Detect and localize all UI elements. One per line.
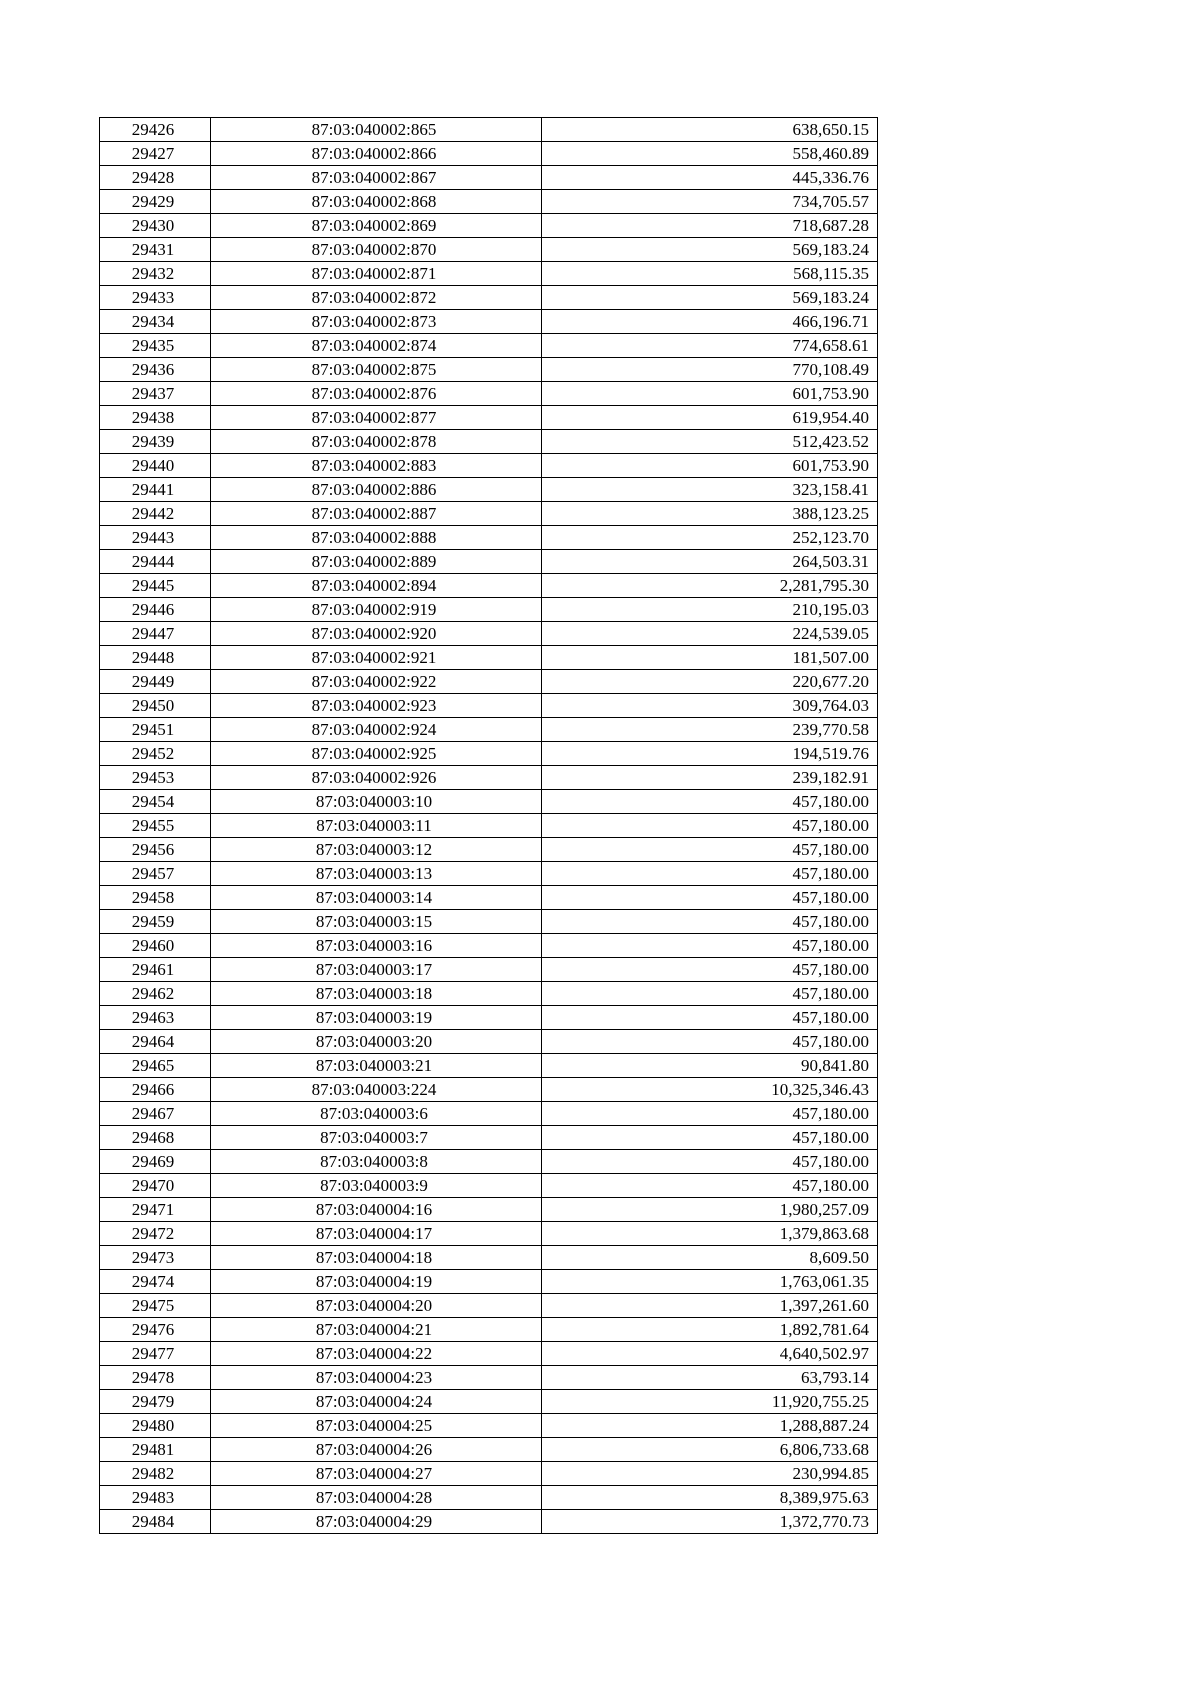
cadastral-value-cell: 770,108.49 [542, 358, 878, 382]
row-number-cell: 29445 [100, 574, 211, 598]
table-body [100, 118, 878, 1534]
table-row [100, 1222, 878, 1246]
cadastral-value-cell: 264,503.31 [542, 550, 878, 574]
row-number-cell: 29444 [100, 550, 211, 574]
cadastral-number-cell: 87:03:040002:920 [211, 622, 542, 646]
row-number-cell: 29469 [100, 1150, 211, 1174]
row-number-cell: 29438 [100, 406, 211, 430]
table-row [100, 118, 878, 142]
cadastral-value-cell: 10,325,346.43 [542, 1078, 878, 1102]
cadastral-value-cell: 718,687.28 [542, 214, 878, 238]
cadastral-value-cell: 457,180.00 [542, 838, 878, 862]
cadastral-value-cell: 457,180.00 [542, 1006, 878, 1030]
table-row [100, 646, 878, 670]
cadastral-number-cell: 87:03:040004:24 [211, 1390, 542, 1414]
table-row [100, 934, 878, 958]
table-row [100, 1486, 878, 1510]
cadastral-number-cell: 87:03:040003:19 [211, 1006, 542, 1030]
table-row [100, 286, 878, 310]
table-row [100, 670, 878, 694]
cadastral-value-cell: 457,180.00 [542, 1102, 878, 1126]
cadastral-value-cell: 210,195.03 [542, 598, 878, 622]
row-number-cell: 29442 [100, 502, 211, 526]
cadastral-number-cell: 87:03:040002:865 [211, 118, 542, 142]
cadastral-number-cell: 87:03:040004:26 [211, 1438, 542, 1462]
row-number-cell: 29457 [100, 862, 211, 886]
cadastral-value-cell: 457,180.00 [542, 958, 878, 982]
cadastral-number-cell: 87:03:040003:13 [211, 862, 542, 886]
cadastral-number-cell: 87:03:040002:919 [211, 598, 542, 622]
cadastral-value-cell: 457,180.00 [542, 1030, 878, 1054]
table-row [100, 382, 878, 406]
cadastral-number-cell: 87:03:040002:871 [211, 262, 542, 286]
cadastral-number-cell: 87:03:040002:868 [211, 190, 542, 214]
table-row [100, 790, 878, 814]
cadastral-number-cell: 87:03:040004:19 [211, 1270, 542, 1294]
cadastral-value-cell: 1,892,781.64 [542, 1318, 878, 1342]
cadastral-value-cell: 239,182.91 [542, 766, 878, 790]
cadastral-number-cell: 87:03:040003:9 [211, 1174, 542, 1198]
table-row [100, 1246, 878, 1270]
cadastral-value-cell: 638,650.15 [542, 118, 878, 142]
row-number-cell: 29450 [100, 694, 211, 718]
cadastral-value-cell: 6,806,733.68 [542, 1438, 878, 1462]
row-number-cell: 29467 [100, 1102, 211, 1126]
row-number-cell: 29474 [100, 1270, 211, 1294]
cadastral-value-cell: 457,180.00 [542, 982, 878, 1006]
cadastral-number-cell: 87:03:040003:8 [211, 1150, 542, 1174]
table-row [100, 1054, 878, 1078]
cadastral-value-cell: 558,460.89 [542, 142, 878, 166]
cadastral-value-cell: 457,180.00 [542, 1174, 878, 1198]
table-row [100, 1102, 878, 1126]
row-number-cell: 29484 [100, 1510, 211, 1534]
row-number-cell: 29470 [100, 1174, 211, 1198]
table-row [100, 982, 878, 1006]
cadastral-value-cell: 4,640,502.97 [542, 1342, 878, 1366]
table-row [100, 766, 878, 790]
table-row [100, 814, 878, 838]
table-row [100, 574, 878, 598]
table-row [100, 598, 878, 622]
cadastral-value-cell: 194,519.76 [542, 742, 878, 766]
table-row [100, 622, 878, 646]
row-number-cell: 29454 [100, 790, 211, 814]
table-row [100, 838, 878, 862]
cadastral-value-cell: 1,379,863.68 [542, 1222, 878, 1246]
row-number-cell: 29434 [100, 310, 211, 334]
table-row [100, 358, 878, 382]
cadastral-number-cell: 87:03:040004:18 [211, 1246, 542, 1270]
cadastral-number-cell: 87:03:040003:17 [211, 958, 542, 982]
row-number-cell: 29473 [100, 1246, 211, 1270]
cadastral-number-cell: 87:03:040003:18 [211, 982, 542, 1006]
row-number-cell: 29471 [100, 1198, 211, 1222]
cadastral-number-cell: 87:03:040002:876 [211, 382, 542, 406]
cadastral-number-cell: 87:03:040002:878 [211, 430, 542, 454]
row-number-cell: 29440 [100, 454, 211, 478]
cadastral-value-cell: 457,180.00 [542, 1150, 878, 1174]
cadastral-number-cell: 87:03:040002:869 [211, 214, 542, 238]
cadastral-number-cell: 87:03:040003:15 [211, 910, 542, 934]
row-number-cell: 29432 [100, 262, 211, 286]
cadastral-value-cell: 774,658.61 [542, 334, 878, 358]
cadastral-number-cell: 87:03:040002:883 [211, 454, 542, 478]
cadastral-value-cell: 568,115.35 [542, 262, 878, 286]
cadastral-value-cell: 457,180.00 [542, 910, 878, 934]
cadastral-number-cell: 87:03:040002:889 [211, 550, 542, 574]
row-number-cell: 29476 [100, 1318, 211, 1342]
row-number-cell: 29466 [100, 1078, 211, 1102]
cadastral-value-cell: 601,753.90 [542, 454, 878, 478]
cadastral-number-cell: 87:03:040002:877 [211, 406, 542, 430]
cadastral-number-cell: 87:03:040004:17 [211, 1222, 542, 1246]
table-row [100, 262, 878, 286]
cadastral-value-cell: 323,158.41 [542, 478, 878, 502]
cadastral-number-cell: 87:03:040004:21 [211, 1318, 542, 1342]
cadastral-value-cell: 220,677.20 [542, 670, 878, 694]
row-number-cell: 29462 [100, 982, 211, 1006]
cadastral-number-cell: 87:03:040003:12 [211, 838, 542, 862]
cadastral-value-cell: 252,123.70 [542, 526, 878, 550]
table-row [100, 502, 878, 526]
row-number-cell: 29482 [100, 1462, 211, 1486]
row-number-cell: 29463 [100, 1006, 211, 1030]
row-number-cell: 29448 [100, 646, 211, 670]
cadastral-value-cell: 1,288,887.24 [542, 1414, 878, 1438]
row-number-cell: 29428 [100, 166, 211, 190]
cadastral-number-cell: 87:03:040003:7 [211, 1126, 542, 1150]
table-row [100, 1174, 878, 1198]
row-number-cell: 29430 [100, 214, 211, 238]
row-number-cell: 29443 [100, 526, 211, 550]
cadastral-number-cell: 87:03:040004:27 [211, 1462, 542, 1486]
cadastral-number-cell: 87:03:040003:11 [211, 814, 542, 838]
row-number-cell: 29481 [100, 1438, 211, 1462]
row-number-cell: 29477 [100, 1342, 211, 1366]
table-row [100, 1510, 878, 1534]
table-row [100, 310, 878, 334]
row-number-cell: 29447 [100, 622, 211, 646]
cadastral-value-cell: 1,763,061.35 [542, 1270, 878, 1294]
cadastral-number-cell: 87:03:040002:866 [211, 142, 542, 166]
row-number-cell: 29451 [100, 718, 211, 742]
cadastral-value-cell: 239,770.58 [542, 718, 878, 742]
cadastral-number-cell: 87:03:040002:873 [211, 310, 542, 334]
cadastral-value-cell: 569,183.24 [542, 238, 878, 262]
cadastral-number-cell: 87:03:040003:16 [211, 934, 542, 958]
cadastral-value-cell: 90,841.80 [542, 1054, 878, 1078]
table-row [100, 478, 878, 502]
cadastral-number-cell: 87:03:040002:925 [211, 742, 542, 766]
cadastral-number-cell: 87:03:040004:23 [211, 1366, 542, 1390]
row-number-cell: 29459 [100, 910, 211, 934]
cadastral-value-cell: 8,609.50 [542, 1246, 878, 1270]
cadastral-number-cell: 87:03:040002:894 [211, 574, 542, 598]
cadastral-number-cell: 87:03:040002:872 [211, 286, 542, 310]
table-row [100, 1198, 878, 1222]
table-row [100, 1030, 878, 1054]
row-number-cell: 29429 [100, 190, 211, 214]
cadastral-value-cell: 1,397,261.60 [542, 1294, 878, 1318]
table-row [100, 1438, 878, 1462]
cadastral-number-cell: 87:03:040003:21 [211, 1054, 542, 1078]
row-number-cell: 29431 [100, 238, 211, 262]
row-number-cell: 29436 [100, 358, 211, 382]
row-number-cell: 29452 [100, 742, 211, 766]
cadastral-value-cell: 309,764.03 [542, 694, 878, 718]
row-number-cell: 29446 [100, 598, 211, 622]
cadastral-value-cell: 457,180.00 [542, 934, 878, 958]
table-row [100, 1366, 878, 1390]
cadastral-number-cell: 87:03:040003:6 [211, 1102, 542, 1126]
table-row [100, 1126, 878, 1150]
cadastral-number-cell: 87:03:040003:10 [211, 790, 542, 814]
cadastral-number-cell: 87:03:040004:28 [211, 1486, 542, 1510]
cadastral-value-cell: 1,980,257.09 [542, 1198, 878, 1222]
table-row [100, 526, 878, 550]
cadastral-number-cell: 87:03:040002:924 [211, 718, 542, 742]
cadastral-value-cell: 734,705.57 [542, 190, 878, 214]
cadastral-value-cell: 457,180.00 [542, 790, 878, 814]
cadastral-number-cell: 87:03:040002:922 [211, 670, 542, 694]
row-number-cell: 29439 [100, 430, 211, 454]
cadastral-value-table [99, 117, 878, 1534]
table-row [100, 1294, 878, 1318]
cadastral-number-cell: 87:03:040003:14 [211, 886, 542, 910]
cadastral-value-cell: 1,372,770.73 [542, 1510, 878, 1534]
row-number-cell: 29483 [100, 1486, 211, 1510]
table-row [100, 694, 878, 718]
cadastral-value-cell: 512,423.52 [542, 430, 878, 454]
cadastral-number-cell: 87:03:040003:20 [211, 1030, 542, 1054]
cadastral-number-cell: 87:03:040002:921 [211, 646, 542, 670]
row-number-cell: 29479 [100, 1390, 211, 1414]
row-number-cell: 29453 [100, 766, 211, 790]
table-row [100, 166, 878, 190]
table-row [100, 1078, 878, 1102]
cadastral-value-cell: 388,123.25 [542, 502, 878, 526]
row-number-cell: 29427 [100, 142, 211, 166]
table-row [100, 334, 878, 358]
row-number-cell: 29478 [100, 1366, 211, 1390]
table-row [100, 214, 878, 238]
cadastral-value-cell: 2,281,795.30 [542, 574, 878, 598]
cadastral-number-cell: 87:03:040002:888 [211, 526, 542, 550]
row-number-cell: 29475 [100, 1294, 211, 1318]
table-row [100, 1150, 878, 1174]
cadastral-value-cell: 569,183.24 [542, 286, 878, 310]
cadastral-value-cell: 466,196.71 [542, 310, 878, 334]
cadastral-number-cell: 87:03:040004:16 [211, 1198, 542, 1222]
row-number-cell: 29437 [100, 382, 211, 406]
cadastral-value-cell: 457,180.00 [542, 862, 878, 886]
row-number-cell: 29433 [100, 286, 211, 310]
row-number-cell: 29465 [100, 1054, 211, 1078]
table-row [100, 1462, 878, 1486]
cadastral-value-cell: 230,994.85 [542, 1462, 878, 1486]
table-row [100, 910, 878, 934]
table-row [100, 142, 878, 166]
table-row [100, 454, 878, 478]
row-number-cell: 29461 [100, 958, 211, 982]
table-row [100, 238, 878, 262]
cadastral-number-cell: 87:03:040002:923 [211, 694, 542, 718]
cadastral-number-cell: 87:03:040002:886 [211, 478, 542, 502]
row-number-cell: 29449 [100, 670, 211, 694]
table-row [100, 1390, 878, 1414]
cadastral-number-cell: 87:03:040002:887 [211, 502, 542, 526]
table-row [100, 742, 878, 766]
row-number-cell: 29458 [100, 886, 211, 910]
cadastral-number-cell: 87:03:040002:867 [211, 166, 542, 190]
cadastral-value-cell: 457,180.00 [542, 886, 878, 910]
table-row [100, 958, 878, 982]
cadastral-value-cell: 181,507.00 [542, 646, 878, 670]
table-row [100, 190, 878, 214]
cadastral-number-cell: 87:03:040002:874 [211, 334, 542, 358]
row-number-cell: 29455 [100, 814, 211, 838]
table-row [100, 862, 878, 886]
row-number-cell: 29441 [100, 478, 211, 502]
cadastral-value-cell: 11,920,755.25 [542, 1390, 878, 1414]
row-number-cell: 29480 [100, 1414, 211, 1438]
row-number-cell: 29472 [100, 1222, 211, 1246]
table-row [100, 1342, 878, 1366]
cadastral-number-cell: 87:03:040004:29 [211, 1510, 542, 1534]
cadastral-value-cell: 8,389,975.63 [542, 1486, 878, 1510]
cadastral-number-cell: 87:03:040004:22 [211, 1342, 542, 1366]
table-row [100, 1414, 878, 1438]
row-number-cell: 29464 [100, 1030, 211, 1054]
table-row [100, 1270, 878, 1294]
row-number-cell: 29468 [100, 1126, 211, 1150]
cadastral-value-cell: 445,336.76 [542, 166, 878, 190]
row-number-cell: 29456 [100, 838, 211, 862]
table-row [100, 406, 878, 430]
table-row [100, 1006, 878, 1030]
cadastral-value-cell: 457,180.00 [542, 1126, 878, 1150]
cadastral-value-cell: 601,753.90 [542, 382, 878, 406]
row-number-cell: 29435 [100, 334, 211, 358]
cadastral-number-cell: 87:03:040003:224 [211, 1078, 542, 1102]
cadastral-value-cell: 63,793.14 [542, 1366, 878, 1390]
cadastral-number-cell: 87:03:040002:870 [211, 238, 542, 262]
table-row [100, 430, 878, 454]
row-number-cell: 29426 [100, 118, 211, 142]
cadastral-value-cell: 457,180.00 [542, 814, 878, 838]
table-row [100, 718, 878, 742]
table-row [100, 886, 878, 910]
table-row [100, 550, 878, 574]
cadastral-value-cell: 619,954.40 [542, 406, 878, 430]
table-row [100, 1318, 878, 1342]
row-number-cell: 29460 [100, 934, 211, 958]
cadastral-value-cell: 224,539.05 [542, 622, 878, 646]
cadastral-number-cell: 87:03:040004:20 [211, 1294, 542, 1318]
cadastral-number-cell: 87:03:040002:875 [211, 358, 542, 382]
cadastral-number-cell: 87:03:040002:926 [211, 766, 542, 790]
cadastral-number-cell: 87:03:040004:25 [211, 1414, 542, 1438]
